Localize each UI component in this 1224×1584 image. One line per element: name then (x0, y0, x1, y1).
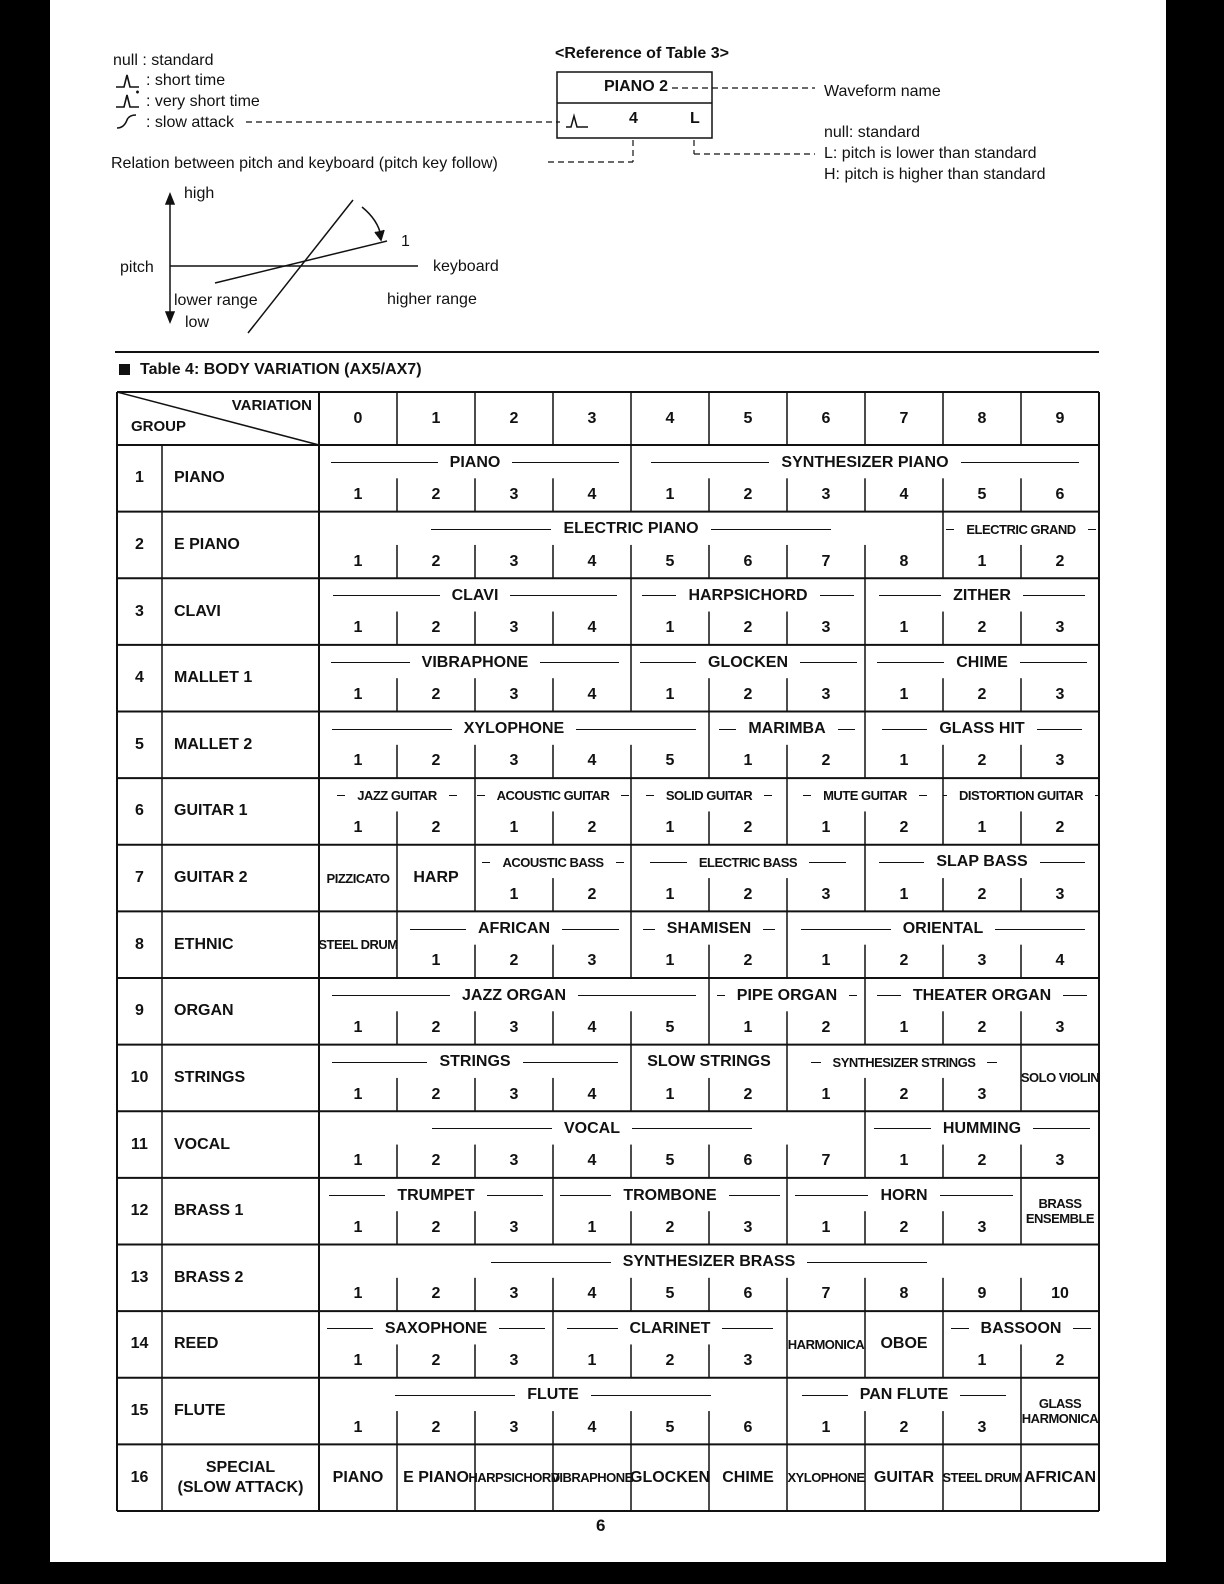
graph-higher-range: higher range (387, 291, 477, 308)
reference-waveform-name: Waveform name (824, 83, 941, 100)
special-variation-cell: AFRICAN (1024, 1468, 1096, 1486)
variation-number: 3 (821, 485, 831, 503)
variation-number: 2 (977, 885, 987, 903)
variation-number: 6 (1055, 485, 1065, 503)
group-name: SPECIAL (SLOW ATTACK) (177, 1458, 304, 1496)
variation-number: 2 (431, 1218, 441, 1236)
variation-number: 2 (665, 1352, 675, 1370)
variation-number: 4 (1055, 952, 1065, 970)
variation-number: 3 (1055, 619, 1065, 637)
column-header: 6 (821, 409, 831, 427)
variation-number: 2 (431, 1418, 441, 1436)
special-variation-cell: VIBRAPHONE (551, 1470, 633, 1486)
group-name: GUITAR 2 (174, 869, 248, 887)
variation-number: 4 (587, 1018, 597, 1036)
variation-number: 8 (899, 1285, 909, 1303)
caption-bullet-icon (119, 364, 130, 375)
body-variation-table (117, 392, 1099, 1511)
group-label: SLAP BASS (865, 849, 1099, 876)
variation-number: 2 (587, 885, 597, 903)
graph-one: 1 (401, 233, 410, 250)
reference-title: <Reference of Table 3> (555, 45, 729, 62)
single-variation-cell: GLASS HARMONICA (1021, 1396, 1099, 1427)
variation-number: 2 (431, 1152, 441, 1170)
variation-number: 3 (509, 752, 519, 770)
group-label: JAZZ ORGAN (319, 982, 709, 1009)
variation-number: 2 (743, 819, 753, 837)
group-name: MALLET 2 (174, 735, 253, 753)
variation-number: 2 (743, 1085, 753, 1103)
variation-number: 1 (899, 885, 909, 903)
group-label: TROMBONE (553, 1182, 787, 1209)
variation-number: 2 (899, 1218, 909, 1236)
special-variation-cell: GUITAR (873, 1468, 935, 1486)
variation-number: 1 (353, 819, 363, 837)
variation-number: 2 (743, 685, 753, 703)
slow-attack-icon (117, 115, 136, 128)
graph-lower-range: lower range (174, 292, 258, 309)
variation-number: 2 (431, 485, 441, 503)
variation-number: 1 (899, 1152, 909, 1170)
variation-number: 1 (977, 819, 987, 837)
group-name: BRASS 1 (174, 1202, 244, 1220)
group-name: FLUTE (174, 1402, 226, 1420)
group-label: JAZZ GUITAR (319, 782, 475, 809)
pitch-graph (166, 194, 418, 333)
waveform-short-icon (566, 116, 588, 127)
reference-higher: H: pitch is higher than standard (824, 166, 1046, 183)
group-label: VIBRAPHONE (319, 649, 631, 676)
group-number: 1 (135, 469, 144, 487)
variation-number: 3 (509, 1285, 519, 1303)
graph-low: low (185, 314, 210, 331)
variation-number: 10 (1051, 1285, 1069, 1303)
special-variation-cell: CHIME (722, 1468, 774, 1486)
group-label: SLOW STRINGS (647, 1053, 771, 1071)
variation-number: 2 (977, 685, 987, 703)
variation-number: 1 (977, 552, 987, 570)
group-name: MALLET 1 (174, 669, 253, 687)
group-label: ELECTRIC GRAND (943, 516, 1099, 543)
variation-number: 2 (743, 619, 753, 637)
group-number: 8 (135, 935, 144, 953)
column-header: 9 (1055, 409, 1065, 427)
column-header: 5 (743, 409, 753, 427)
group-label: GLOCKEN (631, 649, 865, 676)
group-number: 2 (135, 535, 144, 553)
variation-number: 1 (821, 1085, 831, 1103)
variation-number: 5 (665, 1285, 675, 1303)
variation-number: 2 (431, 752, 441, 770)
group-label: BASSOON (943, 1315, 1099, 1342)
group-number: 12 (130, 1202, 149, 1220)
group-number: 4 (135, 669, 144, 687)
special-variation-cell: XYLOPHONE (787, 1470, 865, 1486)
variation-number: 2 (977, 1018, 987, 1036)
short-time-icon (116, 75, 139, 87)
variation-number: 1 (899, 619, 909, 637)
special-variation-cell: HARPSICHORD (468, 1470, 560, 1486)
variation-number: 1 (977, 1352, 987, 1370)
variation-number: 3 (821, 685, 831, 703)
variation-number: 3 (1055, 885, 1065, 903)
column-header: 2 (509, 409, 519, 427)
variation-number: 2 (1055, 1352, 1065, 1370)
variation-number: 1 (353, 485, 363, 503)
variation-number: 7 (821, 552, 831, 570)
group-name: PIANO (174, 469, 225, 487)
variation-number: 3 (743, 1352, 753, 1370)
group-label: HARPSICHORD (631, 582, 865, 609)
variation-number: 3 (1055, 685, 1065, 703)
variation-number: 2 (431, 1352, 441, 1370)
group-label: ELECTRIC PIANO (319, 516, 943, 543)
single-variation-cell: HARP (413, 869, 459, 887)
variation-number: 2 (743, 952, 753, 970)
reference-lower: L: pitch is lower than standard (824, 145, 1037, 162)
group-label: ACOUSTIC BASS (475, 849, 631, 876)
variation-number: 1 (353, 1285, 363, 1303)
legend-pitch-relation: Relation between pitch and keyboard (pitch key follow) (111, 155, 498, 172)
variation-number: 5 (977, 485, 987, 503)
group-number: 11 (131, 1135, 148, 1153)
variation-number: 3 (1055, 1152, 1065, 1170)
group-label: HUMMING (865, 1115, 1099, 1142)
variation-number: 3 (1055, 1018, 1065, 1036)
variation-number: 4 (587, 485, 597, 503)
variation-number: 1 (353, 619, 363, 637)
group-label: SYNTHESIZER BRASS (319, 1249, 1099, 1276)
variation-number: 1 (665, 952, 675, 970)
variation-number: 3 (509, 685, 519, 703)
variation-number: 3 (509, 552, 519, 570)
variation-number: 3 (821, 885, 831, 903)
variation-number: 1 (665, 1085, 675, 1103)
variation-number: 3 (509, 1152, 519, 1170)
group-label: CLAVI (319, 582, 631, 609)
group-label: PIANO (319, 449, 631, 476)
variation-number: 2 (431, 685, 441, 703)
variation-number: 7 (821, 1285, 831, 1303)
group-label: PIPE ORGAN (709, 982, 865, 1009)
group-label: CHIME (865, 649, 1099, 676)
page-number: 6 (596, 1516, 606, 1535)
variation-number: 2 (899, 1418, 909, 1436)
variation-number: 3 (977, 952, 987, 970)
group-label: THEATER ORGAN (865, 982, 1099, 1009)
group-name: ORGAN (174, 1002, 234, 1020)
group-name: CLAVI (174, 602, 221, 620)
group-label: VOCAL (319, 1115, 865, 1142)
group-label: PAN FLUTE (787, 1382, 1021, 1409)
table-caption: Table 4: BODY VARIATION (AX5/AX7) (140, 361, 422, 378)
variation-number: 2 (431, 619, 441, 637)
variation-number: 4 (587, 685, 597, 703)
variation-number: 1 (899, 1018, 909, 1036)
special-variation-cell: PIANO (332, 1468, 384, 1486)
variation-number: 5 (665, 552, 675, 570)
variation-number: 2 (899, 819, 909, 837)
reference-waveform-box: PIANO 2 (604, 78, 669, 95)
group-number: 16 (130, 1468, 149, 1486)
variation-number: 1 (743, 1018, 753, 1036)
variation-number: 2 (431, 819, 441, 837)
group-label: STRINGS (319, 1049, 631, 1076)
column-header: 7 (899, 409, 909, 427)
variation-number: 3 (509, 1418, 519, 1436)
group-label: SAXOPHONE (319, 1315, 553, 1342)
special-variation-cell: GLOCKEN (630, 1468, 710, 1486)
variation-number: 6 (743, 1418, 753, 1436)
group-label: HORN (787, 1182, 1021, 1209)
variation-number: 2 (431, 552, 441, 570)
variation-number: 5 (665, 752, 675, 770)
variation-number: 1 (587, 1352, 597, 1370)
variation-number: 2 (431, 1018, 441, 1036)
variation-number: 1 (353, 1152, 363, 1170)
header-variation: VARIATION (231, 396, 312, 414)
group-label: AFRICAN (397, 915, 631, 942)
legend-very-short-time: : very short time (146, 93, 260, 110)
variation-number: 6 (743, 1285, 753, 1303)
variation-number: 2 (431, 1085, 441, 1103)
variation-number: 5 (665, 1152, 675, 1170)
group-label: TRUMPET (319, 1182, 553, 1209)
very-short-plus-icon (136, 91, 139, 94)
group-label: ACOUSTIC GUITAR (475, 782, 631, 809)
variation-number: 2 (743, 885, 753, 903)
variation-number: 2 (977, 619, 987, 637)
reference-pitch-follow: 4 (629, 110, 638, 127)
column-header: 3 (587, 409, 597, 427)
very-short-time-icon (116, 95, 139, 107)
variation-number: 8 (899, 552, 909, 570)
group-label: SYNTHESIZER STRINGS (787, 1049, 1021, 1076)
group-name: ETHNIC (174, 935, 234, 953)
variation-number: 2 (509, 952, 519, 970)
group-label: SHAMISEN (631, 915, 787, 942)
variation-number: 3 (509, 619, 519, 637)
column-header: 8 (977, 409, 987, 427)
variation-number: 2 (899, 1085, 909, 1103)
variation-number: 3 (509, 1018, 519, 1036)
group-label: SOLID GUITAR (631, 782, 787, 809)
variation-number: 2 (1055, 819, 1065, 837)
section-rule (115, 351, 1099, 353)
variation-number: 9 (977, 1285, 987, 1303)
group-label: GLASS HIT (865, 716, 1099, 743)
group-name: REED (174, 1335, 219, 1353)
variation-number: 3 (977, 1418, 987, 1436)
group-label: DISTORTION GUITAR (943, 782, 1099, 809)
variation-number: 2 (665, 1218, 675, 1236)
variation-number: 4 (587, 1152, 597, 1170)
column-header: 1 (431, 409, 441, 427)
legend-null: null : standard (113, 52, 214, 69)
variation-number: 1 (353, 685, 363, 703)
variation-number: 4 (587, 1085, 597, 1103)
variation-number: 3 (821, 619, 831, 637)
variation-number: 2 (431, 1285, 441, 1303)
variation-number: 3 (509, 1352, 519, 1370)
variation-number: 4 (587, 1285, 597, 1303)
group-label: ELECTRIC BASS (631, 849, 865, 876)
single-variation-cell: PIZZICATO (326, 870, 390, 886)
single-variation-cell: SOLO VIOLIN (1020, 1070, 1100, 1086)
variation-number: 1 (665, 485, 675, 503)
special-variation-cell: STEEL DRUM (942, 1470, 1022, 1486)
single-variation-cell: BRASS ENSEMBLE (1025, 1196, 1095, 1227)
variation-number: 5 (665, 1018, 675, 1036)
group-label: MARIMBA (709, 716, 865, 743)
single-variation-cell: OBOE (880, 1335, 928, 1353)
group-number: 10 (130, 1068, 149, 1086)
single-variation-cell: STEEL DRUM (318, 937, 398, 953)
variation-number: 6 (743, 552, 753, 570)
variation-number: 1 (665, 819, 675, 837)
variation-number: 2 (899, 952, 909, 970)
variation-number: 1 (353, 1218, 363, 1236)
variation-number: 2 (821, 752, 831, 770)
group-number: 15 (130, 1402, 149, 1420)
variation-number: 1 (821, 1218, 831, 1236)
variation-number: 4 (587, 619, 597, 637)
group-name: GUITAR 1 (174, 802, 248, 820)
group-name: BRASS 2 (174, 1268, 244, 1286)
group-label: ORIENTAL (787, 915, 1099, 942)
variation-number: 1 (509, 885, 519, 903)
legend-short-time: : short time (146, 72, 226, 89)
variation-number: 2 (977, 1152, 987, 1170)
scan-border-bottom (0, 1562, 1224, 1584)
variation-number: 2 (977, 752, 987, 770)
variation-number: 4 (587, 752, 597, 770)
variation-number: 3 (587, 952, 597, 970)
variation-number: 3 (509, 485, 519, 503)
column-header: 0 (353, 409, 363, 427)
group-label: MUTE GUITAR (787, 782, 943, 809)
group-label: SYNTHESIZER PIANO (631, 449, 1099, 476)
variation-number: 1 (743, 752, 753, 770)
legend-slow-attack: : slow attack (146, 114, 235, 131)
variation-number: 1 (431, 952, 441, 970)
group-number: 7 (135, 869, 144, 887)
variation-number: 1 (665, 685, 675, 703)
group-number: 6 (135, 802, 144, 820)
variation-number: 3 (977, 1085, 987, 1103)
variation-number: 1 (821, 952, 831, 970)
variation-number: 4 (899, 485, 909, 503)
group-number: 3 (135, 602, 144, 620)
group-number: 14 (130, 1335, 149, 1353)
variation-number: 2 (743, 485, 753, 503)
variation-number: 6 (743, 1152, 753, 1170)
header-group: GROUP (131, 417, 187, 435)
variation-number: 3 (743, 1218, 753, 1236)
variation-number: 1 (353, 1018, 363, 1036)
group-label: CLARINET (553, 1315, 787, 1342)
column-header: 4 (665, 409, 675, 427)
variation-number: 4 (587, 552, 597, 570)
variation-number: 2 (821, 1018, 831, 1036)
variation-number: 4 (587, 1418, 597, 1436)
reference-null-standard: null: standard (824, 124, 921, 141)
group-number: 5 (135, 735, 144, 753)
reference-pitch-flag: L (690, 110, 700, 127)
single-variation-cell: HARMONICA (787, 1336, 865, 1352)
variation-number: 3 (977, 1218, 987, 1236)
variation-number: 3 (1055, 752, 1065, 770)
variation-number: 7 (821, 1152, 831, 1170)
variation-number: 3 (509, 1085, 519, 1103)
variation-number: 1 (509, 819, 519, 837)
group-label: XYLOPHONE (319, 716, 709, 743)
special-variation-cell: E PIANO (403, 1468, 469, 1486)
group-name: VOCAL (174, 1135, 230, 1153)
variation-number: 1 (899, 752, 909, 770)
variation-number: 1 (821, 819, 831, 837)
variation-number: 2 (1055, 552, 1065, 570)
graph-high: high (184, 185, 215, 202)
graph-pitch: pitch (120, 259, 154, 276)
variation-number: 1 (353, 752, 363, 770)
group-number: 13 (130, 1268, 149, 1286)
variation-number: 1 (821, 1418, 831, 1436)
group-number: 9 (135, 1002, 144, 1020)
variation-number: 2 (587, 819, 597, 837)
group-label: ZITHER (865, 582, 1099, 609)
variation-number: 1 (353, 1418, 363, 1436)
variation-number: 1 (665, 885, 675, 903)
variation-number: 3 (509, 1218, 519, 1236)
group-name: STRINGS (174, 1068, 246, 1086)
variation-number: 1 (353, 552, 363, 570)
variation-number: 1 (353, 1352, 363, 1370)
group-label: FLUTE (319, 1382, 787, 1409)
variation-number: 5 (665, 1418, 675, 1436)
graph-keyboard: keyboard (433, 258, 499, 275)
variation-number: 1 (899, 685, 909, 703)
variation-number: 1 (353, 1085, 363, 1103)
variation-number: 1 (665, 619, 675, 637)
group-name: E PIANO (174, 535, 240, 553)
variation-number: 1 (587, 1218, 597, 1236)
